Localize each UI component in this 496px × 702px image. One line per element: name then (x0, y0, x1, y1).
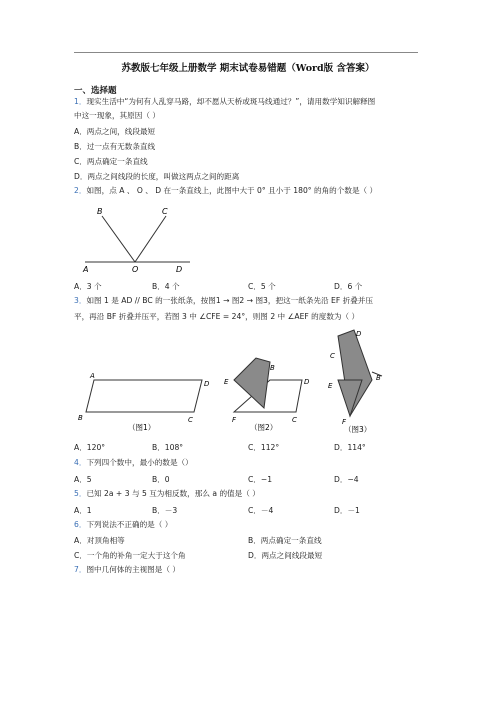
q3-option-d[interactable]: D．114° (334, 443, 366, 452)
header-rule (74, 52, 418, 53)
q6-text: 下列说法不正确的是（ ） (86, 520, 173, 529)
q5-option-c[interactable]: C．－4 (248, 506, 274, 515)
q1-option-c[interactable]: C．两点确定一条直线 (74, 157, 148, 166)
q3-text-1: 如图 1 是 AD // BC 的一张纸条，按图1 → 图2 → 图3，把这一纸条先沿 EF 折叠并压 (86, 296, 373, 305)
fig2-label-e: E (224, 378, 229, 386)
q7-number: 7． (74, 565, 87, 574)
q2-option-c[interactable]: C．5 个 (248, 282, 276, 291)
q2-option-a[interactable]: A．3 个 (74, 282, 102, 291)
fig1 (78, 372, 210, 432)
fig1-caption: （图1） (128, 423, 156, 432)
q7-text: 图中几何体的主视图是（ ） (86, 565, 180, 574)
fig2-caption: （图2） (250, 423, 278, 432)
q5-option-b[interactable]: B．－3 (152, 506, 178, 515)
q6-option-d[interactable]: D．两点之间线段最短 (248, 551, 323, 560)
q4-number: 4． (74, 458, 87, 467)
q2-line (74, 186, 377, 196)
q6-option-b[interactable]: B．两点确定一条直线 (248, 536, 322, 545)
q1-line2: 中这一现象，其原因（ ） (74, 111, 160, 120)
q4-option-a[interactable]: A．5 (74, 475, 92, 484)
fig3-label-c: C (330, 352, 335, 360)
fig3-folded-top (338, 330, 372, 416)
fig1-label-a: A (90, 372, 95, 380)
q6-option-a[interactable]: A．对顶角相等 (74, 536, 125, 545)
q2-number: 2． (74, 186, 87, 195)
q7-line (74, 565, 180, 575)
q2-option-d[interactable]: D．6 个 (334, 282, 363, 291)
q2-option-b[interactable]: B．4 个 (152, 282, 180, 291)
fig1-strip (86, 380, 202, 412)
q3-option-c[interactable]: C．112° (248, 443, 280, 452)
q6-option-c[interactable]: C．一个角的补角一定大于这个角 (74, 551, 186, 560)
q4-text: 下列四个数中，最小的数是（） (86, 458, 193, 467)
q1-number: 1． (74, 97, 87, 106)
q3-option-a[interactable]: A．120° (74, 443, 106, 452)
fig3-caption: （图3） (344, 425, 372, 434)
fig3-label-e: E (328, 382, 333, 390)
label-o: O (132, 265, 139, 274)
fig2-label-b: B (270, 364, 275, 372)
q1-option-a[interactable]: A．两点之间，线段最短 (74, 127, 156, 136)
fig1-label-c: C (188, 416, 193, 424)
q3-line1 (74, 296, 373, 306)
fig3 (328, 330, 382, 434)
ray-oc (135, 216, 166, 262)
label-c: C (162, 207, 168, 216)
q5-line (74, 489, 260, 499)
q3-folding-figures (70, 328, 390, 436)
q5-number: 5． (74, 489, 87, 498)
fig2-label-f: F (232, 416, 237, 424)
label-d: D (176, 265, 183, 274)
fig1-label-d: D (204, 380, 210, 388)
fig3-label-f: F (342, 418, 347, 426)
q3-option-b[interactable]: B．108° (152, 443, 184, 452)
fig3-label-b: B (376, 374, 381, 382)
q3-number: 3． (74, 296, 87, 305)
q6-line (74, 520, 172, 530)
label-a: A (83, 265, 89, 274)
q2-angle-figure (80, 204, 200, 276)
q2-text: 如图，点 A 、 O 、 D 在一条直线上，此图中大于 0° 且小于 180° 的角的个数是（ ） (86, 186, 378, 195)
fig2-label-c: C (292, 416, 297, 424)
q1-line1 (74, 97, 375, 107)
q5-option-d[interactable]: D．－1 (334, 506, 360, 515)
ray-ob (102, 216, 135, 262)
q5-option-a[interactable]: A．1 (74, 506, 92, 515)
q1-text-1: 现实生活中“为何有人乱穿马路，却不愿从天桥或斑马线通过？”，请用数学知识解释图 (86, 97, 376, 106)
q3-line2: 平，再沿 BF 折叠并压平，若图 3 中 ∠CFE = 24°，则图 2 中 ∠AEF 的度数为（ ） (74, 312, 360, 321)
label-b: B (97, 207, 103, 216)
q1-option-d[interactable]: D．两点之间线段的长度，叫做这两点之间的距离 (74, 172, 240, 181)
fig3-label-d: D (356, 330, 362, 338)
fig2 (224, 358, 310, 432)
fig1-label-b: B (78, 414, 83, 422)
q4-line (74, 458, 193, 468)
fig2-label-d: D (304, 378, 310, 386)
q1-option-b[interactable]: B．过一点有无数条直线 (74, 142, 156, 151)
fig2-folded-flap (234, 358, 270, 408)
section-heading: 一、选择题 (74, 86, 117, 96)
q4-option-d[interactable]: D．−4 (334, 475, 359, 484)
q4-option-b[interactable]: B．0 (152, 475, 170, 484)
q6-number: 6． (74, 520, 87, 529)
q4-option-c[interactable]: C．−1 (248, 475, 273, 484)
q5-text: 已知 2a + 3 与 5 互为相反数，那么 a 的值是（ ） (86, 489, 260, 498)
page-title: 苏教版七年级上册数学 期末试卷易错题（Word版 含答案） (121, 63, 375, 74)
